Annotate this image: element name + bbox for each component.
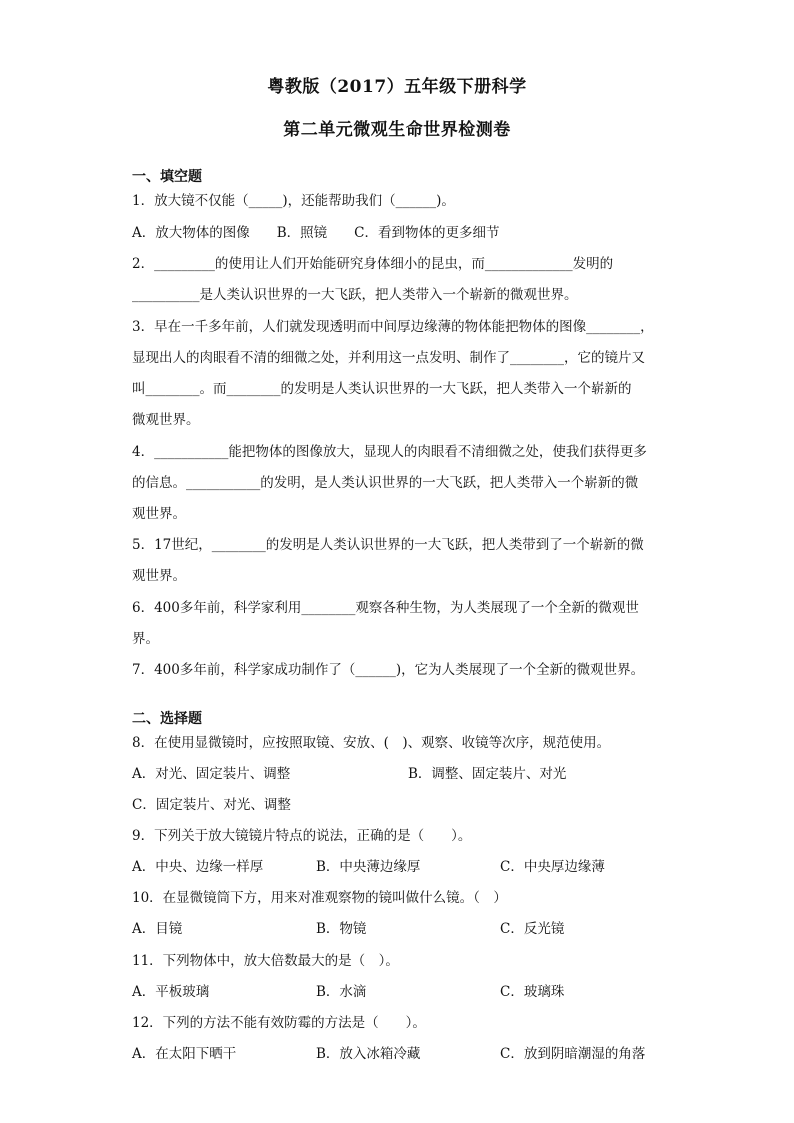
question-12-option-a: A．在太阳下晒干 (132, 1046, 237, 1062)
question-11-option-c: C．玻璃珠 (500, 984, 565, 1000)
question-11-option-a: A．平板玻璃 (132, 984, 210, 1000)
section-fill-in: 一、填空题 (132, 169, 202, 185)
question-2-cont: __________是人类认识世界的一大飞跃，把人类带入一个崭新的微观世界。 (132, 287, 578, 303)
section-choice: 二、选择题 (132, 711, 202, 727)
question-5: 5．17世纪，________的发明是人类认识世界的一大飞跃，把人类带到了一个崭新的微 (132, 537, 644, 553)
question-7: 7．400多年前，科学家成功制作了（______)，它为人类展现了一个全新的微观世界。 (132, 662, 645, 678)
question-8-option-b: B．调整、固定装片、对光 (408, 766, 567, 782)
question-1: 1．放大镜不仅能（_____)，还能帮助我们（______)。 (132, 193, 455, 209)
question-3-cont: 叫________。而________的发明是人类认识世界的一大飞跃，把人类带入一个崭新的 (132, 381, 632, 397)
question-9-option-b: B．中央薄边缘厚 (316, 859, 421, 875)
question-2: 2．_________的使用让人们开始能研究身体细小的昆虫，而_____________发明的 (132, 256, 614, 272)
question-6: 6．400多年前，科学家利用________观察各种生物，为人类展现了一个全新的微观世 (132, 600, 639, 616)
question-3: 3．早在一千多年前，人们就发现透明而中间厚边缘薄的物体能把物体的图像________， (132, 319, 654, 335)
question-4-cont: 观世界。 (132, 506, 186, 522)
question-3-cont: 显现出人的肉眼看不清的细微之处，并利用这一点发明、制作了________，它的镜片又 (132, 350, 645, 366)
question-8-option-a: A．对光、固定装片、调整 (132, 766, 291, 782)
question-9: 9．下列关于放大镜镜片特点的说法，正确的是（ ）。 (132, 828, 472, 844)
question-10: 10．在显微镜筒下方，用来对准观察物的镜叫做什么镜。（ ） (132, 890, 507, 906)
question-6-cont: 界。 (132, 631, 159, 647)
question-4: 4．___________能把物体的图像放大，显现人的肉眼看不清细微之处，使我们获得更多 (132, 444, 647, 460)
question-11: 11．下列物体中，放大倍数最大的是（ ）。 (132, 953, 399, 969)
question-11-option-b: B．水滴 (316, 984, 367, 1000)
question-12-option-c: C．放到阴暗潮湿的角落 (500, 1046, 646, 1062)
question-9-option-a: A．中央、边缘一样厚 (132, 859, 264, 875)
question-3-cont: 微观世界。 (132, 412, 200, 428)
page-title: 粤教版（2017）五年级下册科学 (267, 77, 527, 97)
question-12-option-b: B．放入冰箱冷藏 (316, 1046, 421, 1062)
question-10-option-b: B．物镜 (316, 921, 367, 937)
question-4-cont: 的信息。___________的发明，是人类认识世界的一大飞跃，把人类带入一个崭新的微 (132, 475, 639, 491)
question-12: 12．下列的方法不能有效防霉的方法是（ ）。 (132, 1015, 426, 1031)
question-10-option-a: A．目镜 (132, 921, 183, 937)
question-9-option-c: C．中央厚边缘薄 (500, 859, 605, 875)
question-10-option-c: C．反光镜 (500, 921, 565, 937)
question-8-option-c: C．固定装片、对光、调整 (132, 797, 291, 813)
question-1-options: A．放大物体的图像 B．照镜 C．看到物体的更多细节 (132, 225, 500, 241)
page-subtitle: 第二单元微观生命世界检测卷 (283, 120, 511, 140)
question-5-cont: 观世界。 (132, 568, 186, 584)
question-8: 8．在使用显微镜时，应按照取镜、安放、( )、观察、收镜等次序，规范使用。 (132, 735, 611, 751)
